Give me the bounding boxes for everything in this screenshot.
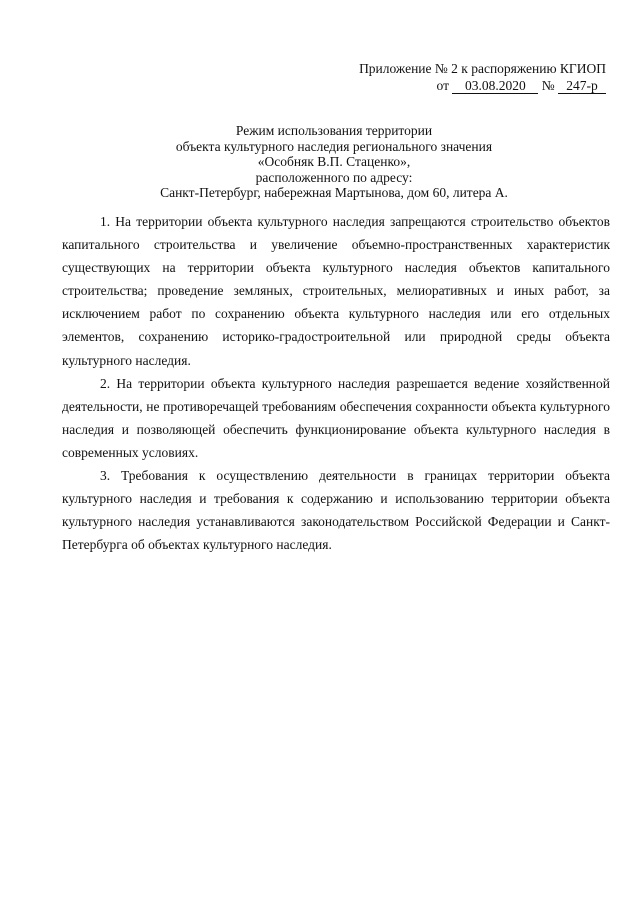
title-line-4: расположенного по адресу:: [255, 169, 413, 185]
paragraph-3: 3. Требования к осуществлению деятельности в границах территории объекта культурного наследия и требования к содержанию и использованию территории объекта культурного наследия устанавливаются законодательством Российской Федерации и Санкт-Петербурга об объектах культурного наследия.: [62, 468, 610, 553]
paragraph-1: 1. На территории объекта культурного наследия запрещаются строительство объектов капитального строительства и увеличение объемно-пространственных характеристик существующих на территории объекта культурного наследия объектов капитального строительства; проведение земляных, строительных, мелиоративных и иных работ, за исключением работ по сохранению объекта культурного наследия или его отдельных элементов, сохранению историко-градостроительной или природной среды объекта культурного наследия.: [62, 214, 610, 368]
title-line-3: «Особняк В.П. Стаценко»,: [257, 154, 411, 170]
appendix-header: [359, 60, 606, 94]
appendix-title: Приложение № 2 к распоряжению КГИОП: [359, 61, 606, 76]
from-label: от: [436, 78, 449, 93]
document-body: [62, 210, 610, 556]
number-label: №: [541, 78, 555, 93]
title-line-5: Санкт-Петербург, набережная Мартынова, дом 60, литера А.: [160, 185, 508, 201]
document-title: [60, 123, 608, 201]
title-line-2: объекта культурного наследия регионального значения: [175, 138, 493, 154]
title-line-1: Режим использования территории: [235, 123, 433, 138]
order-date: 03.08.2020: [452, 79, 538, 94]
paragraph-2: 2. На территории объекта культурного наследия разрешается ведение хозяйственной деятельности, не противоречащей требованиям обеспечения сохранности объекта культурного наследия и позволяющей обеспечить функционирование объекта культурного наследия в современных условиях.: [62, 375, 610, 460]
order-number: 247-р: [558, 79, 606, 94]
appendix-date-number-line: [359, 77, 606, 94]
